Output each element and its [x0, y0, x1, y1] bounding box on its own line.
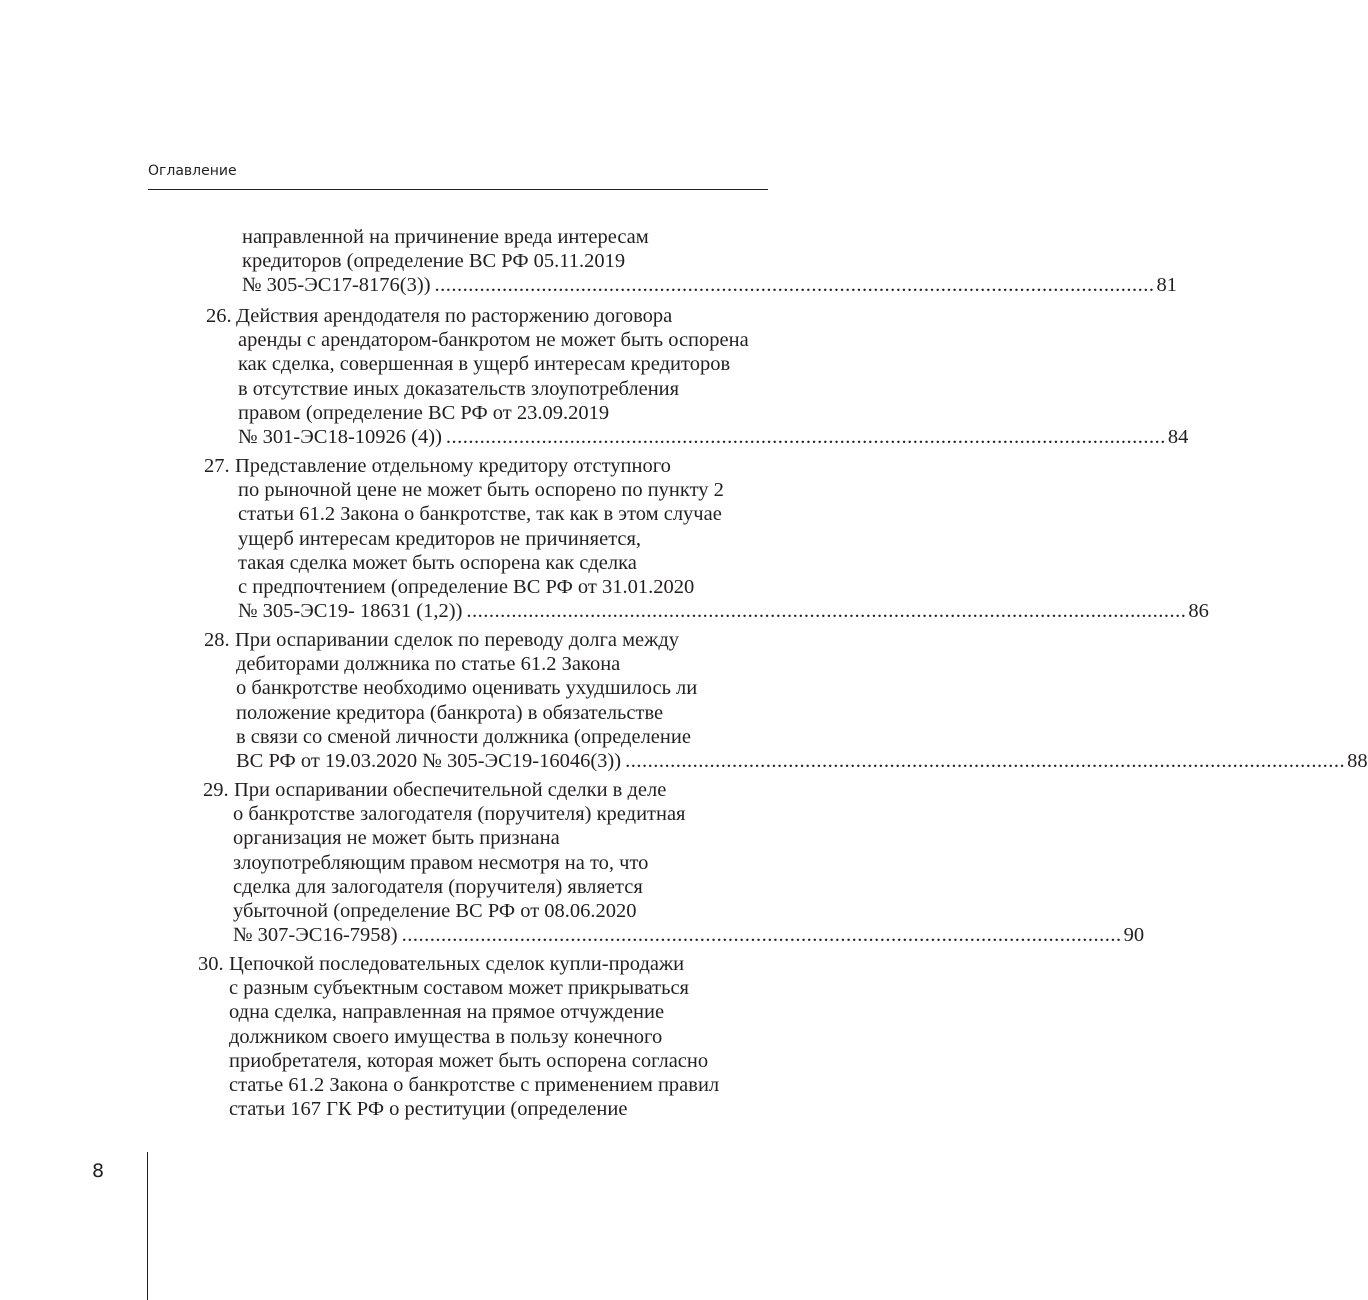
- toc-line: одна сделка, направленная на прямое отчуждение: [229, 1001, 665, 1024]
- toc-item-number: 28.: [204, 629, 230, 651]
- toc-last-line: № 301-ЭС18-10926 (4)): [238, 426, 442, 448]
- dot-leader: ................................................................................................................................: [625, 750, 1346, 772]
- toc-line: При оспаривании сделок по переводу долга между: [235, 629, 679, 651]
- toc-line: как сделка, совершенная в ущерб интересам кредиторов: [238, 353, 731, 376]
- toc-last-line: № 305-ЭС19- 18631 (1,2)): [238, 600, 463, 623]
- toc-line: положение кредитора (банкрота) в обязательстве: [236, 701, 664, 724]
- toc-last-line: ВС РФ от 19.03.2020 № 305-ЭС19-16046(3)): [236, 750, 622, 772]
- toc-line: статьи 61.2 Закона о банкротстве, так как в этом случае: [238, 503, 722, 526]
- toc-leader-line[interactable]: [233, 923, 1145, 947]
- toc-item-number: 27.: [204, 455, 230, 477]
- dot-leader: ................................................................................................................................: [401, 924, 1122, 947]
- toc-line: Действия арендодателя по расторжению договора: [236, 305, 673, 327]
- toc-page-number: 90: [1123, 924, 1145, 947]
- toc-line: Цепочкой последовательных сделок купли-продажи: [229, 953, 685, 975]
- toc-line: кредиторов (определение ВС РФ 05.11.2019: [242, 250, 626, 273]
- toc-leader-line[interactable]: [242, 273, 1178, 297]
- toc-last-line: № 305-ЭС17-8176(3)): [242, 274, 431, 297]
- toc-leader-line[interactable]: [238, 425, 1189, 449]
- toc-item-number: 30.: [198, 953, 224, 975]
- toc-line: в связи со сменой личности должника (определение: [236, 725, 691, 748]
- toc-leader-line[interactable]: [238, 599, 1209, 623]
- toc-line: с предпочтением (определение ВС РФ от 31.01.2020: [238, 576, 695, 598]
- toc-item-number: 26.: [206, 305, 232, 327]
- toc-line: При оспаривании обеспечительной сделки в деле: [234, 779, 667, 801]
- toc-line: о банкротстве залогодателя (поручителя) кредитная: [233, 803, 686, 826]
- toc-line: по рыночной цене не может быть оспорено по пункту 2: [238, 479, 724, 502]
- toc-line: дебиторами должника по статье 61.2 Закона: [236, 653, 621, 676]
- toc-line: Представление отдельному кредитору отступного: [235, 455, 671, 477]
- running-title: Оглавление: [148, 163, 237, 179]
- toc-line: сделка для залогодателя (поручителя) является: [233, 875, 643, 898]
- toc-line: злоупотребляющим правом несмотря на то, что: [233, 851, 649, 874]
- toc-line: убыточной (определение ВС РФ от 08.06.2020: [233, 900, 637, 922]
- toc-line: направленной на причинение вреда интересам: [242, 226, 649, 248]
- margin-rule: [147, 1152, 148, 1300]
- toc-leader-line[interactable]: [236, 749, 1368, 773]
- toc-line: аренды с арендатором-банкротом не может быть оспорена: [238, 329, 749, 352]
- toc-line: статье 61.2 Закона о банкротстве с применением правил: [229, 1074, 720, 1096]
- toc-line: о банкротстве необходимо оценивать ухудшилось ли: [236, 677, 698, 700]
- page-number: 8: [92, 1160, 105, 1182]
- dot-leader: ................................................................................................................................: [445, 426, 1166, 448]
- dot-leader: ................................................................................................................................: [434, 274, 1155, 297]
- toc-page-number: 84: [1167, 426, 1189, 448]
- toc-last-line: № 307-ЭС16-7958): [233, 924, 398, 947]
- toc-line: должником своего имущества в пользу конечного: [229, 1025, 663, 1048]
- toc-line: ущерб интересам кредиторов не причиняется,: [238, 527, 642, 550]
- toc-page-number: 86: [1188, 600, 1209, 623]
- toc-item-number: 29.: [203, 779, 229, 801]
- toc-line: в отсутствие иных доказательств злоупотребления: [238, 377, 680, 400]
- header-rule: [148, 189, 768, 190]
- toc-line: такая сделка может быть оспорена как сделка: [238, 551, 637, 574]
- toc-line: с разным субъектным составом может прикрываться: [229, 977, 689, 1000]
- toc-page-number: 88: [1347, 750, 1368, 772]
- toc-line: правом (определение ВС РФ от 23.09.2019: [238, 401, 610, 424]
- toc-line: статьи 167 ГК РФ о реституции (определение: [229, 1098, 628, 1121]
- toc-line: приобретателя, которая может быть оспорена согласно: [229, 1049, 709, 1072]
- toc-line: организация не может быть признана: [233, 827, 560, 850]
- dot-leader: ................................................................................................................................: [466, 600, 1187, 623]
- toc-page-number: 81: [1156, 274, 1178, 297]
